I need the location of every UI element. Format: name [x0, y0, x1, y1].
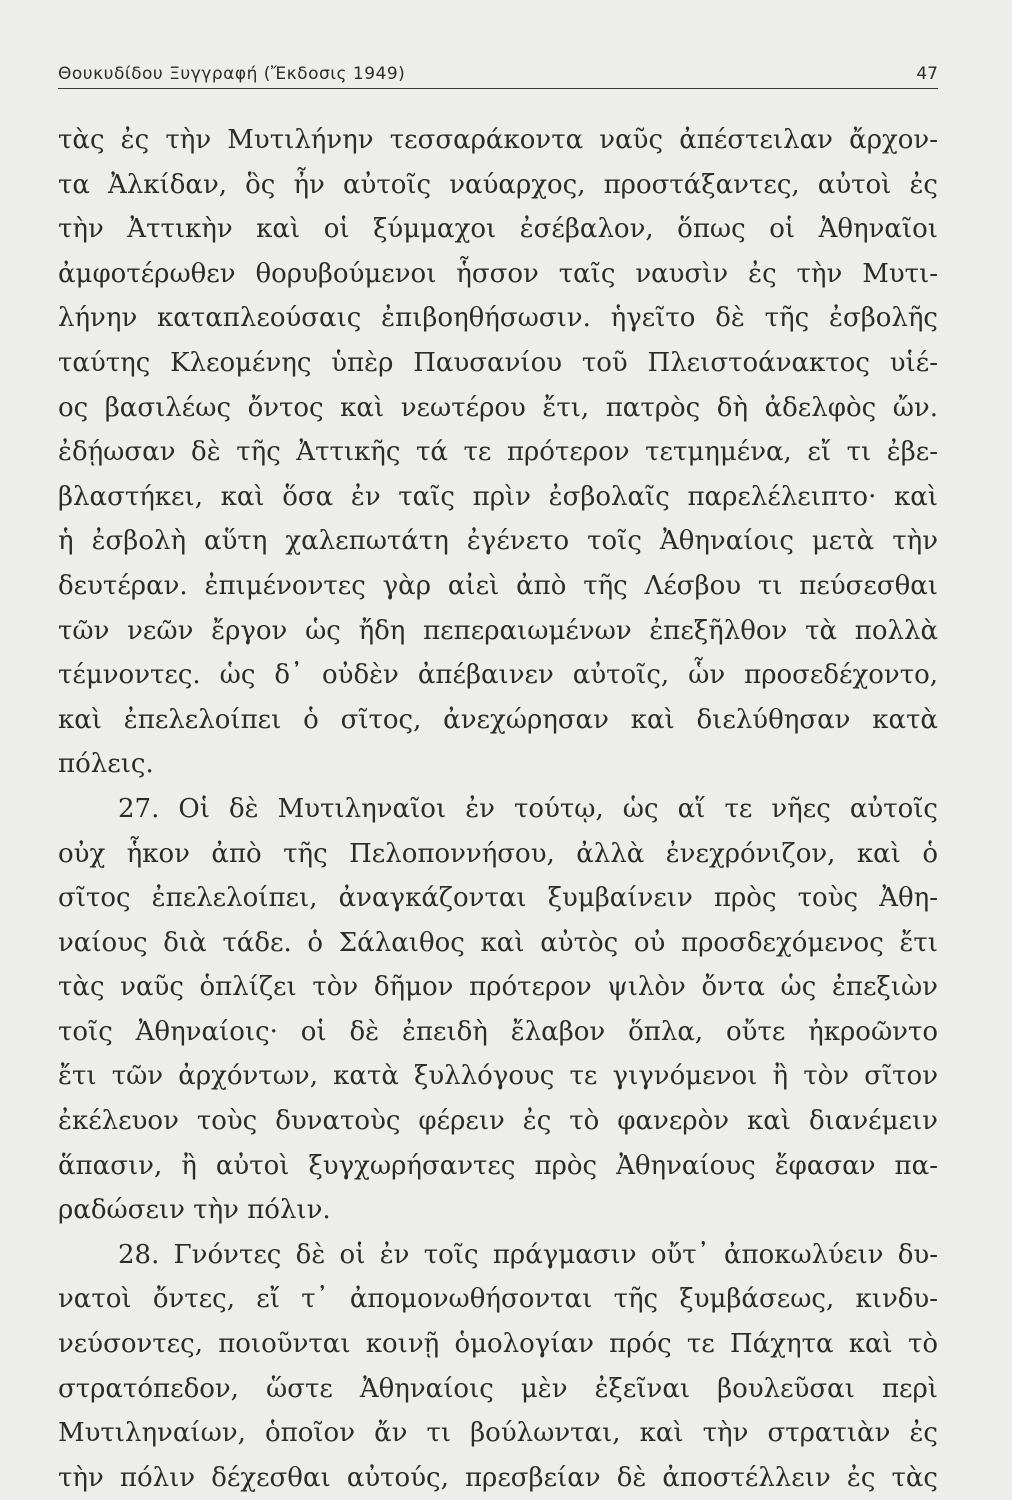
- text-line: ἐκέλευον τοὺς δυνατοὺς φέρειν ἐς τὸ φανερὸν καὶ διανέμειν: [58, 1106, 938, 1137]
- running-title: Θουκυδίδου Ξυγγραφή (Ἔκδοσις 1949): [58, 64, 406, 84]
- text-line: δευτέραν. ἐπιμένοντες γὰρ αἰεὶ ἀπὸ τῆς Λέσβου τι πεύσεσθαι: [58, 570, 938, 601]
- section-28-start: 28. Γνόντες δὲ οἱ ἐν τοῖς πράγμασιν οὔτ᾿ ἀποκωλύειν δυ-: [118, 1239, 938, 1270]
- text-line: τέμνοντες. ὡς δ᾿ οὐδὲν ἀπέβαινεν αὐτοῖς, ὧν προσεδέχοντο,: [58, 660, 938, 691]
- text-line: τὴν πόλιν δέχεσθαι αὐτούς, πρεσβείαν δὲ ἀποστέλλειν ἐς τὰς: [58, 1462, 938, 1493]
- text-line: ταύτης Κλεομένης ὑπὲρ Παυσανίου τοῦ Πλειστοάνακτος υἱέ-: [58, 347, 938, 378]
- section-27-start: 27. Οἱ δὲ Μυτιληναῖοι ἐν τούτῳ, ὡς αἵ τε νῆες αὐτοῖς: [118, 793, 938, 824]
- text-line: ος βασιλέως ὄντος καὶ νεωτέρου ἔτι, πατρὸς δὴ ἀδελφὸς ὤν.: [58, 392, 938, 423]
- text-line: ἐδῄωσαν δὲ τῆς Ἀττικῆς τά τε πρότερον τετμημένα, εἴ τι ἐβε-: [58, 437, 938, 468]
- running-head: [58, 64, 938, 89]
- text-line: στρατόπεδον, ὥστε Ἀθηναίοις μὲν ἐξεῖναι βουλεῦσαι περὶ: [58, 1373, 938, 1404]
- text-line: σῖτος ἐπελελοίπει, ἀναγκάζονται ξυμβαίνειν πρὸς τοὺς Ἀθη-: [58, 883, 938, 914]
- text-line: νεύσοντες, ποιοῦνται κοινῇ ὁμολογίαν πρός τε Πάχητα καὶ τὸ: [58, 1329, 938, 1360]
- text-line: πόλεις.: [58, 749, 154, 780]
- text-line: τα Ἀλκίδαν, ὃς ἦν αὐτοῖς ναύαρχος, προστάξαντες, αὐτοὶ ἐς: [58, 169, 938, 200]
- page-number: 47: [916, 64, 938, 84]
- text-line: ραδώσειν τὴν πόλιν.: [58, 1195, 331, 1226]
- text-line: Μυτιληναίων, ὁποῖον ἄν τι βούλωνται, καὶ τὴν στρατιὰν ἐς: [58, 1418, 938, 1449]
- text-line: βλαστήκει, καὶ ὅσα ἐν ταῖς πρὶν ἐσβολαῖς παρελέλειπτο· καὶ: [58, 481, 938, 512]
- text-line: ἀμφοτέρωθεν θορυβούμενοι ἧσσον ταῖς ναυσὶν ἐς τὴν Μυτι-: [58, 258, 938, 289]
- text-line: νατοὶ ὄντες, εἴ τ᾿ ἀπομονωθήσονται τῆς ξυμβάσεως, κινδυ-: [58, 1284, 938, 1315]
- text-line: λήνην καταπλεούσαις ἐπιβοηθήσωσιν. ἡγεῖτο δὲ τῆς ἐσβολῆς: [58, 303, 938, 334]
- text-line: τὰς ναῦς ὁπλίζει τὸν δῆμον πρότερον ψιλὸν ὄντα ὡς ἐπεξιὼν: [58, 972, 938, 1003]
- text-line: τὰς ἐς τὴν Μυτιλήνην τεσσαράκοντα ναῦς ἀπέστειλαν ἄρχον-: [58, 125, 938, 155]
- body-text: [58, 118, 938, 1500]
- text-line: καὶ ἐπελελοίπει ὁ σῖτος, ἀνεχώρησαν καὶ διελύθησαν κατὰ: [58, 704, 938, 735]
- text-line: οὐχ ἧκον ἀπὸ τῆς Πελοποννήσου, ἀλλὰ ἐνεχρόνιζον, καὶ ὁ: [58, 838, 938, 869]
- text-line: ἅπασιν, ἢ αὐτοὶ ξυγχωρήσαντες πρὸς Ἀθηναίους ἔφασαν πα-: [58, 1150, 938, 1181]
- text-line: ἡ ἐσβολὴ αὕτη χαλεπωτάτη ἐγένετο τοῖς Ἀθηναίοις μετὰ τὴν: [58, 526, 938, 557]
- text-line: ναίους διὰ τάδε. ὁ Σάλαιθος καὶ αὐτὸς οὐ προσδεχόμενος ἔτι: [58, 927, 938, 958]
- text-line: ἔτι τῶν ἀρχόντων, κατὰ ξυλλόγους τε γιγνόμενοι ἢ τὸν σῖτον: [58, 1061, 938, 1092]
- text-line: τὴν Ἀττικὴν καὶ οἱ ξύμμαχοι ἐσέβαλον, ὅπως οἱ Ἀθηναῖοι: [58, 214, 938, 245]
- text-line: τῶν νεῶν ἔργον ὡς ἤδη πεπεραιωμένων ἐπεξῆλθον τὰ πολλὰ: [58, 615, 938, 646]
- text-line: τοῖς Ἀθηναίοις· οἱ δὲ ἐπειδὴ ἔλαβον ὅπλα, οὔτε ἠκροῶντο: [58, 1016, 938, 1047]
